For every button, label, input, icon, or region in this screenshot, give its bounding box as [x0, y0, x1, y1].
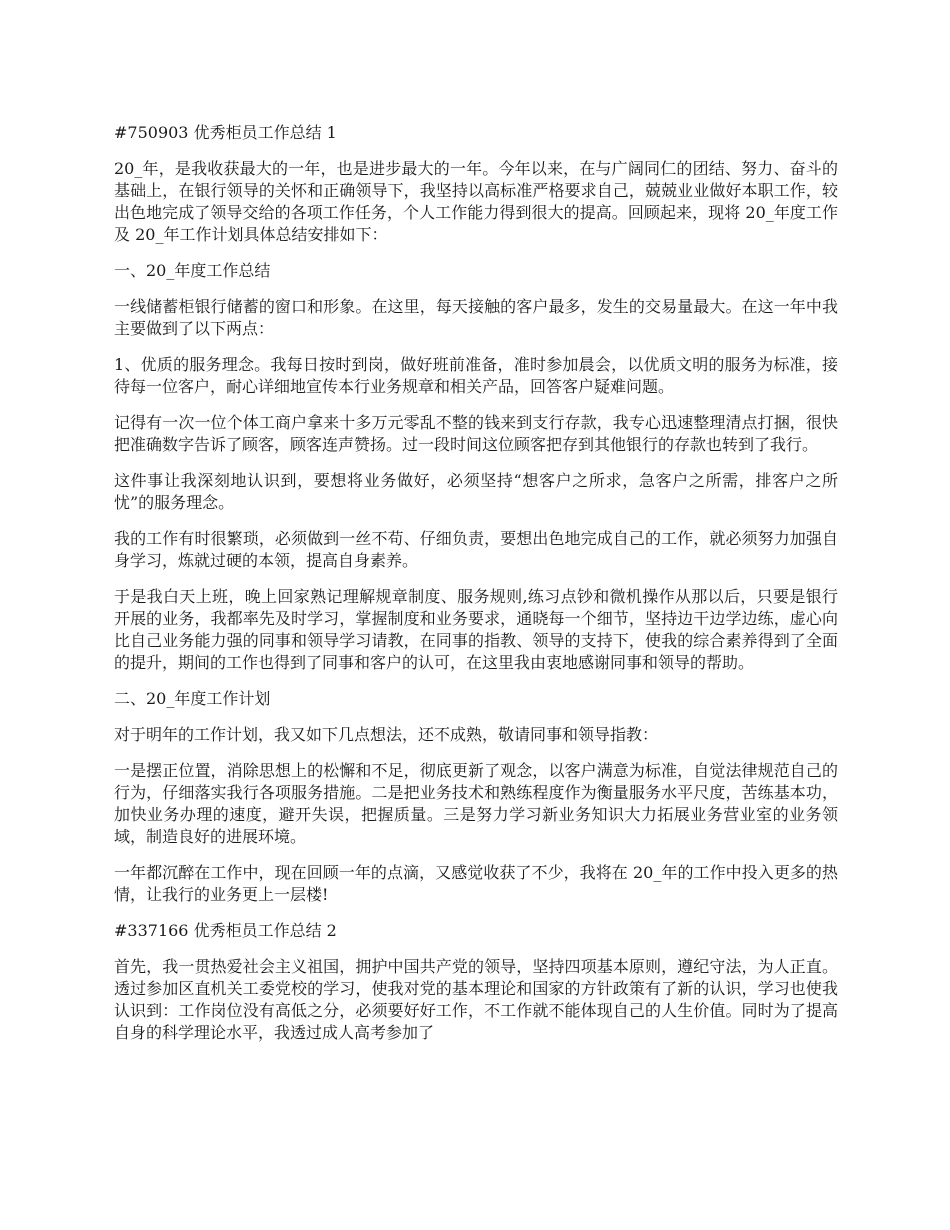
section-1-title: #750903 优秀柜员工作总结 1 — [114, 123, 337, 142]
part-1-paragraph-2: 1、优质的服务理念。我每日按时到岗，做好班前准备，准时参加晨会，以优质文明的服务为标准，接待每一位客户，耐心详细地宣传本行业务规章和相关产品，回答客户疑难问题。 — [114, 355, 838, 396]
part-1-heading: 一、20_年度工作总结 — [114, 261, 271, 280]
part-2-heading: 二、20_年度工作计划 — [114, 689, 271, 708]
section-2-paragraph-1: 首先，我一贯热爱社会主义祖国，拥护中国共产党的领导，坚持四项基本原则，遵纪守法，为人正直。透过参加区直机关工委党校的学习，使我对党的基本理论和国家的方针政策有了新的认识，学习也使我认识到：工作岗位没有高低之分，必须要好好工作，不工作就不能体现自己的人生价值。同时为了提高自身的科学理论水平，我透过成人高考参加了 — [114, 957, 838, 1042]
part-1-paragraph-5: 我的工作有时很繁琐，必须做到一丝不苟、仔细负责，要想出色地完成自己的工作，就必须努力加强自身学习，炼就过硬的本领，提高自身素养。 — [114, 529, 838, 570]
part-1-paragraph-1: 一线储蓄柜银行储蓄的窗口和形象。在这里，每天接触的客户最多，发生的交易量最大。在这一年中我主要做到了以下两点： — [114, 297, 838, 338]
document-page — [114, 122, 838, 1058]
part-2-paragraph-2: 一是摆正位置，消除思想上的松懈和不足，彻底更新了观念，以客户满意为标准，自觉法律规范自己的行为，仔细落实我行各项服务措施。二是把业务技术和熟练程度作为衡量服务水平尺度，苦练基本功，加快业务办理的速度，避开失误，把握质量。三是努力学习新业务知识大力拓展业务营业室的业务领域，制造良好的进展环境。 — [114, 761, 838, 846]
part-1-paragraph-3: 记得有一次一位个体工商户拿来十多万元零乱不整的钱来到支行存款，我专心迅速整理清点打捆，很快把准确数字告诉了顾客，顾客连声赞扬。过一段时间这位顾客把存到其他银行的存款也转到了我行。 — [114, 413, 838, 454]
section-1-intro: 20_年，是我收获最大的一年，也是进步最大的一年。今年以来，在与广阔同仁的团结、努力、奋斗的基础上，在银行领导的关怀和正确领导下，我坚持以高标准严格要求自己，兢兢业业做好本职工作，较出色地完成了领导交给的各项工作任务，个人工作能力得到很大的提高。回顾起来，现将 20_年度工作及 20_年工作计划具体总结安排如下： — [114, 159, 838, 244]
part-2-paragraph-3: 一年都沉醉在工作中，现在回顾一年的点滴，又感觉收获了不少，我将在 20_年的工作中投入更多的热情，让我行的业务更上一层楼! — [114, 863, 838, 904]
part-2-paragraph-1: 对于明年的工作计划，我又如下几点想法，还不成熟，敬请同事和领导指教： — [114, 725, 659, 744]
part-1-paragraph-4: 这件事让我深刻地认识到，要想将业务做好，必须坚持“想客户之所求，急客户之所需，排客户之所忧”的服务理念。 — [114, 471, 838, 512]
section-2-title: #337166 优秀柜员工作总结 2 — [114, 921, 337, 940]
part-1-paragraph-6: 于是我白天上班，晚上回家熟记理解规章制度、服务规则,练习点钞和微机操作从那以后，只要是银行开展的业务，我都率先及时学习，掌握制度和业务要求，通晓每一个细节，坚持边干边学边练，虚心向比自己业务能力强的同事和领导学习请教，在同事的指教、领导的支持下，使我的综合素养得到了全面的提升，期间的工作也得到了同事和客户的认可，在这里我由衷地感谢同事和领导的帮助。 — [114, 587, 838, 672]
